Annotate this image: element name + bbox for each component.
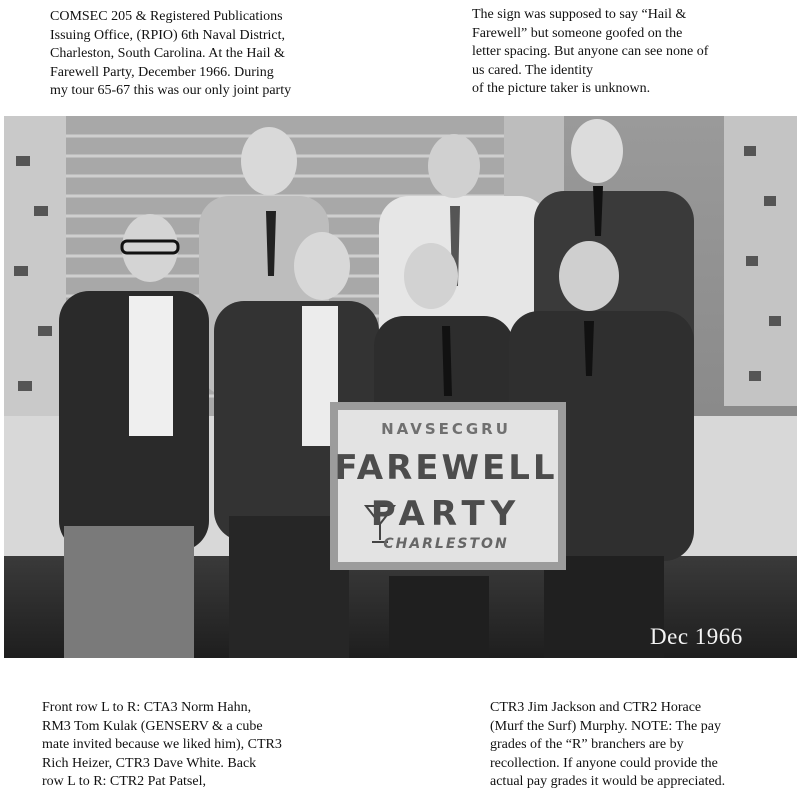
caption-top-left: COMSEC 205 & Registered Publications Issuing Office, (RPIO) 6th Naval District, Charleston, South Carolina. At the Hail & Farewell Party, December 1966. During my tour 65-67 this was our only joint party — [50, 9, 292, 98]
sign-line-party: PARTY — [370, 494, 522, 534]
photo-illustration — [4, 116, 797, 658]
photo-date-stamp: Dec 1966 — [650, 624, 743, 649]
caption-bottom-right: CTR3 Jim Jackson and CTR2 Horace (Murf the Surf) Murphy. NOTE: The pay grades of the “R” branchers are by recollection. If anyone could provide the actual pay grades it would be appreciated. — [490, 700, 726, 789]
caption-top-right: The sign was supposed to say “Hail & Farewell” but someone goofed on the letter spacing. But anyone can see none of us cared. The identity of the picture taker is unknown. — [472, 7, 709, 96]
caption-bottom-left: Front row L to R: CTA3 Norm Hahn, RM3 Tom Kulak (GENSERV & a cube mate invited because we liked him), CTR3 Rich Heizer, CTR3 Dave White. Back row L to R: CTR2 Pat Patsel, — [42, 700, 282, 789]
sign-line-farewell: FAREWELL — [334, 448, 558, 488]
sign-line-navsecgru: NAVSECGRU — [381, 420, 511, 438]
group-photo — [4, 116, 797, 658]
farewell-sign — [330, 402, 562, 568]
sign-line-charleston: CHARLESTON — [383, 536, 509, 552]
